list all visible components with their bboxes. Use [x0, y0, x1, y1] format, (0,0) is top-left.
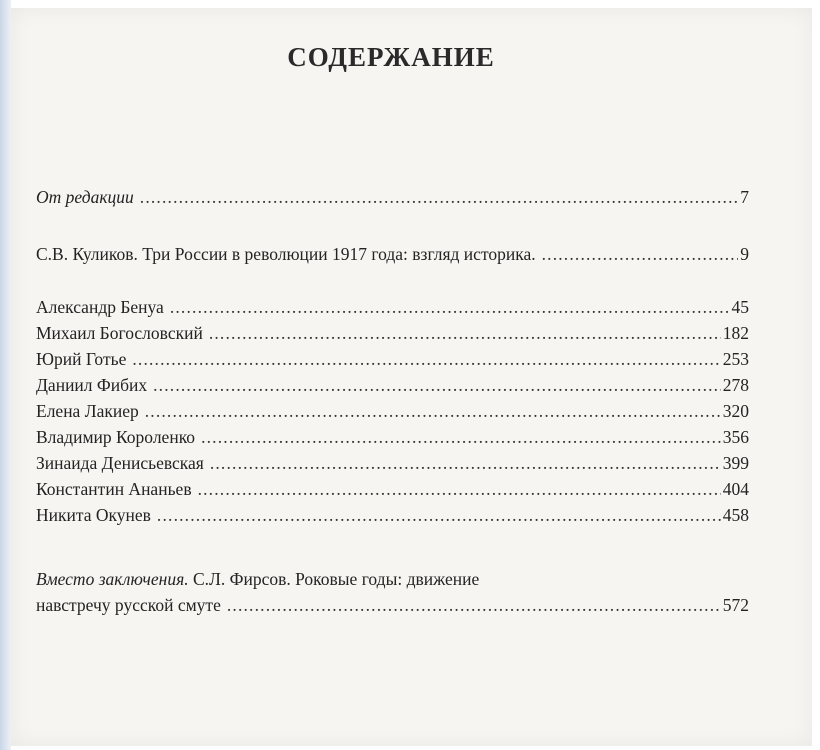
- toc-entry-page: 572: [722, 595, 749, 615]
- toc-entry-page: 9: [740, 244, 749, 264]
- toc-entry-page: 278: [722, 375, 749, 395]
- toc-intro: [36, 241, 749, 267]
- toc-entry: [36, 450, 749, 476]
- page-title: СОДЕРЖАНИЕ: [287, 42, 495, 72]
- dot-leader: [201, 424, 721, 450]
- conclusion-prefix: Вместо заключения.: [36, 569, 189, 589]
- toc-entry-label: Константин Ананьев: [36, 479, 192, 499]
- toc-entry-label: Михаил Богословский: [36, 323, 203, 343]
- dot-leader: [132, 346, 720, 372]
- dot-leader: [157, 502, 721, 528]
- toc-conclusion: [36, 566, 749, 618]
- toc-entry: [36, 294, 749, 320]
- page-edge-shadow: [0, 0, 11, 750]
- toc-entry-page: 45: [731, 297, 749, 317]
- toc-entry: [36, 320, 749, 346]
- toc-entry-label: Владимир Короленко: [36, 427, 196, 447]
- toc-entry-label: Даниил Фибих: [36, 375, 148, 395]
- dot-leader: [209, 320, 721, 346]
- toc-entry: [36, 592, 749, 618]
- dot-leader: [198, 476, 721, 502]
- toc-entry: [36, 241, 749, 267]
- toc-entry-page: 399: [722, 453, 749, 473]
- dot-leader: [542, 241, 739, 267]
- toc-entry-page: 320: [722, 401, 749, 421]
- toc-entry: [36, 476, 749, 502]
- toc-entry: [36, 424, 749, 450]
- toc-entry-label: [36, 566, 749, 592]
- toc-entry: [36, 398, 749, 424]
- toc-editorial: [36, 184, 749, 210]
- toc-entry-page: 356: [722, 427, 749, 447]
- dot-leader: [140, 184, 738, 210]
- toc-entry-page: 7: [740, 187, 749, 207]
- toc-entry: [36, 502, 749, 528]
- dot-leader: [170, 294, 730, 320]
- toc-entry-label: Зинаида Денисьевская: [36, 453, 204, 473]
- toc-entry-page: 404: [722, 479, 749, 499]
- toc-entry-label: С.В. Куликов. Три России в революции 1917 года: взгляд историка.: [36, 244, 536, 264]
- toc-entry-label: Александр Бенуа: [36, 297, 164, 317]
- toc-diaries: [36, 294, 749, 528]
- conclusion-line2: навстречу русской смуте: [36, 595, 221, 615]
- dot-leader: [145, 398, 721, 424]
- dot-leader: [227, 592, 721, 618]
- toc-entry-page: 458: [722, 505, 749, 525]
- conclusion-line1: С.Л. Фирсов. Роковые годы: движение: [192, 569, 480, 589]
- toc-entry-label: Елена Лакиер: [36, 401, 139, 421]
- toc-entry-label: Юрий Готье: [36, 349, 127, 369]
- toc-entry: [36, 184, 749, 210]
- toc-entry-label: Никита Окунев: [36, 505, 151, 525]
- book-page: [11, 8, 812, 746]
- toc-entry-page: 182: [722, 323, 749, 343]
- toc-entry: [36, 346, 749, 372]
- toc-entry-label: От редакции: [36, 187, 134, 207]
- dot-leader: [210, 450, 721, 476]
- toc-entry-page: 253: [722, 349, 749, 369]
- dot-leader: [153, 372, 721, 398]
- toc-entry: [36, 372, 749, 398]
